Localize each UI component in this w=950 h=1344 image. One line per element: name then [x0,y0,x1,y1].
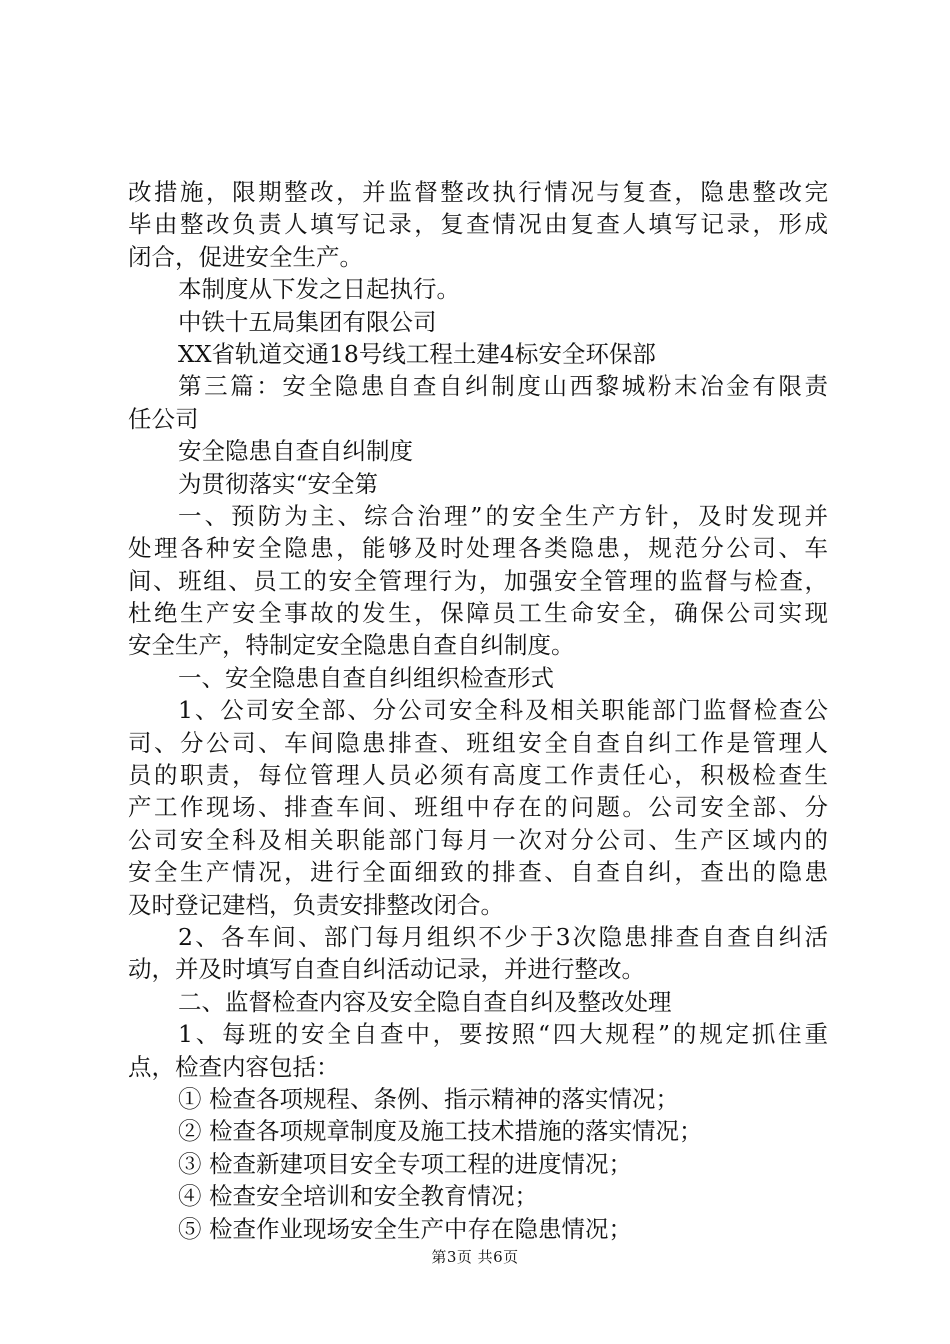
text-line: XX省轨道交通18号线工程土建4标安全环保部 [178,339,656,368]
text-line: 一、预防为主、综合治理”的安全生产方针，及时发现并 [178,501,828,530]
text-line: 毕由整改负责人填写记录，复查情况由复查人填写记录，形成 [128,210,828,239]
text-line: 2、各车间、部门每月组织不少于3次隐患排查自查自纠活 [178,922,828,951]
text-line: 1、每班的安全自查中，要按照“四大规程”的规定抓住重 [178,1020,828,1049]
text-line: 本制度从下发之日起执行。 [178,275,460,304]
text-line: 点，检查内容包括： [128,1052,340,1081]
text-line: 安全生产情况，进行全面细致的排查、自查自纠，查出的隐患 [128,858,828,887]
text-line: 及时登记建档，负责安排整改闭合。 [128,890,504,919]
text-line: 动，并及时填写自查自纠活动记录，并进行整改。 [128,955,645,984]
text-line: 为贯彻落实“安全第 [178,469,379,498]
section-heading: 二、监督检查内容及安全隐自查自纠及整改处理 [178,987,672,1016]
text-line: 间、班组、员工的安全管理行为，加强安全管理的监督与检查， [128,566,828,595]
page-number-footer: 第3页 共6页 [431,1248,519,1266]
text-line: 处理各种安全隐患，能够及时处理各类隐患，规范分公司、车 [128,534,828,563]
list-item: ① 检查各项规程、条例、指示精神的落实情况； [178,1084,679,1113]
document-title: 安全隐患自查自纠制度 [178,437,413,466]
text-line: 改措施，限期整改，并监督整改执行情况与复查，隐患整改完 [128,178,828,206]
list-item: ⑤ 检查作业现场安全生产中存在隐患情况； [178,1214,632,1243]
text-line: 杜绝生产安全事故的发生，保障员工生命安全，确保公司实现 [128,599,828,628]
text-line: 产工作现场、排查车间、班组中存在的问题。公司安全部、分 [128,793,828,822]
text-line: 1、公司安全部、分公司安全科及相关职能部门监督检查公 [178,696,828,725]
section-heading: 第三篇：安全隐患自查自纠制度山西黎城粉末冶金有限责 [178,372,828,401]
text-line: 司、分公司、车间隐患排查、班组安全自查自纠工作是管理人 [128,728,828,757]
section-heading: 任公司 [128,404,199,433]
section-heading: 一、安全隐患自查自纠组织检查形式 [178,663,554,692]
list-item: ② 检查各项规章制度及施工技术措施的落实情况； [178,1117,703,1146]
text-line: 公司安全科及相关职能部门每月一次对分公司、生产区域内的 [128,825,828,854]
text-line: 闭合，促进安全生产。 [128,242,363,271]
document-body [128,176,828,1245]
list-item: ③ 检查新建项目安全专项工程的进度情况； [178,1149,632,1178]
text-line: 安全生产，特制定安全隐患自查自纠制度。 [128,631,575,660]
text-line: 员的职责，每位管理人员必须有高度工作责任心，积极检查生 [128,761,828,790]
text-line: 中铁十五局集团有限公司 [178,307,437,336]
list-item: ④ 检查安全培训和安全教育情况； [178,1182,538,1211]
